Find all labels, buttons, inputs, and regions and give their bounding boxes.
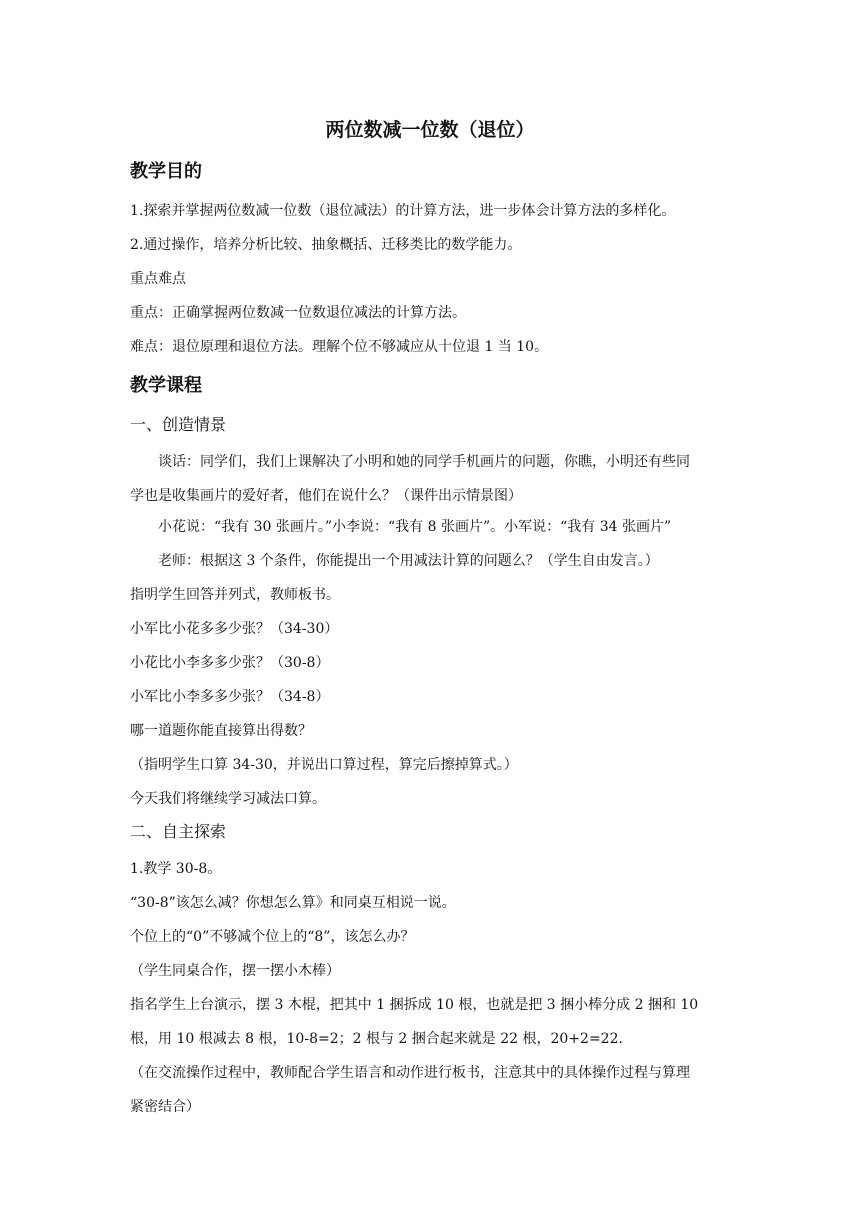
paragraph-5: 哪一道题你能直接算出得数？ — [130, 723, 312, 739]
paragraph-1-line-1: 谈话：同学们，我们上课解决了小明和她的同学手机画片的问题，你瞧，小明还有些同 — [158, 454, 690, 470]
example-line-3: 个位上的“0”不够减个位上的“8”，该怎么办？ — [130, 929, 415, 945]
paragraph-2: 小花说：“我有 30 张画片。”小李说：“我有 8 张画片”。小军说：“我有 34 张画片” — [158, 519, 672, 535]
example-line-5b: 根，用 10 根减去 8 根，10-8=2；2 根与 2 捆合起来就是 22 根，20+2=22. — [130, 1031, 623, 1047]
question-1: 小军比小花多多少张？（34-30） — [130, 621, 339, 637]
part1-heading: 一、创造情景 — [130, 415, 227, 434]
key-point-text: 重点：正确掌握两位数减一位数退位减法的计算方法。 — [130, 305, 466, 321]
paragraph-1-line-2: 学也是收集画片的爱好者，他们在说什么？（课件出示情景图） — [130, 488, 522, 504]
example-line-5a: 指名学生上台演示，摆 3 木棍，把其中 1 捆拆成 10 根，也就是把 3 捆小棒分成 2 捆和 10 — [130, 997, 699, 1013]
example-line-4: （学生同桌合作，摆一摆小木棒） — [130, 963, 340, 979]
section-heading-goals: 教学目的 — [130, 161, 202, 182]
example-line-6b: 紧密结合） — [130, 1099, 200, 1115]
example-line-6a: （在交流操作过程中，教师配合学生语言和动作进行板书，注意其中的具体操作过程与算理 — [130, 1065, 690, 1081]
part2-heading: 二、自主探索 — [130, 822, 227, 841]
paragraph-7: 今天我们将继续学习减法口算。 — [130, 791, 326, 807]
document-title: 两位数减一位数（退位） — [325, 119, 535, 141]
paragraph-6: （指明学生口算 34-30，并说出口算过程，算完后擦掉算式。） — [130, 757, 518, 773]
goal-item-2: 2.通过操作，培养分析比较、抽象概括、迁移类比的数学能力。 — [130, 237, 522, 253]
difficulty-text: 难点：退位原理和退位方法。理解个位不够减应从十位退 1 当 10。 — [130, 339, 549, 355]
example-line-1: 1.教学 30-8。 — [130, 861, 222, 877]
question-3: 小军比小李多多少张？（34-8） — [130, 689, 330, 705]
example-line-2: “30-8”该怎么减？你想怎么算》和同桌互相说一说。 — [130, 895, 456, 911]
question-2: 小花比小李多多少张？（30-8） — [130, 655, 330, 671]
paragraph-3: 老师：根据这 3 个条件，你能提出一个用减法计算的问题么？（学生自由发言。） — [158, 553, 659, 569]
goal-item-1: 1.探索并掌握两位数减一位数（退位减法）的计算方法，进一步体会计算方法的多样化。 — [130, 203, 676, 219]
key-points-heading: 重点难点 — [130, 271, 186, 287]
section-heading-process: 教学课程 — [130, 375, 202, 396]
paragraph-4: 指明学生回答并列式，教师板书。 — [130, 587, 340, 603]
